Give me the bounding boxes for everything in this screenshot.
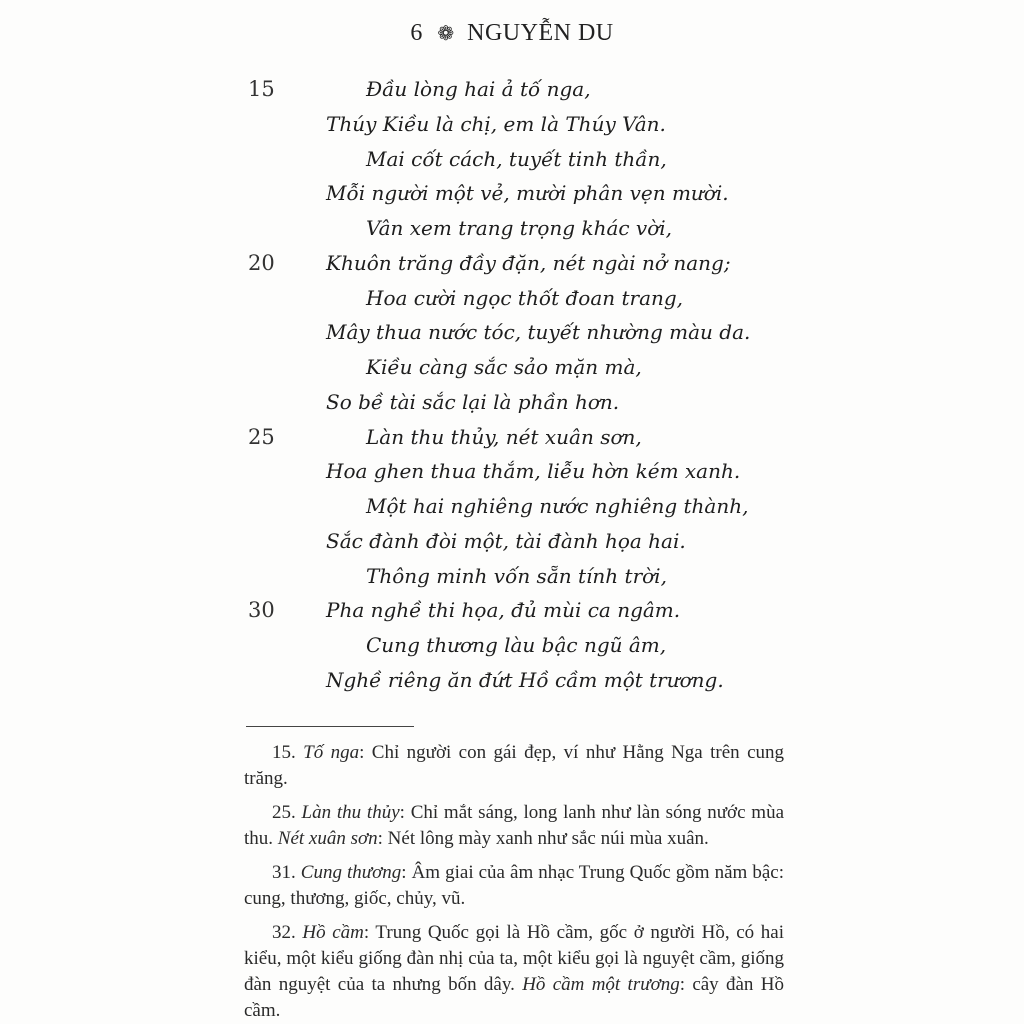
verse-line [0, 315, 1024, 350]
footnote-text: : Nét lông mày xanh như sắc núi mùa xuân. [377, 828, 709, 849]
verse-line [0, 628, 1024, 663]
verse-text: So bề tài sắc lại là phần hơn. [326, 389, 620, 414]
verse-text: Làn thu thủy, nét xuân sơn, [366, 424, 642, 449]
footnote-number: 15. [272, 742, 296, 763]
verse-line [0, 489, 1024, 524]
page-header [0, 20, 1024, 47]
footnote-term: Làn thu thủy [301, 802, 400, 823]
verse-line [0, 72, 1024, 107]
verse-line [0, 281, 1024, 316]
flower-ornament-icon: ❁ [437, 23, 455, 45]
verse-text: Khuôn trăng đầy đặn, nét ngài nở nang; [326, 250, 731, 275]
author-name: NGUYỄN DU [467, 20, 614, 46]
page-number: 6 [410, 20, 423, 46]
verse-text: Kiều càng sắc sảo mặn mà, [366, 355, 642, 379]
verse-text: Cung thương làu bậc ngũ âm, [366, 633, 667, 657]
footnotes [244, 740, 784, 1024]
footnote-text: : Chỉ người con gái đẹp, ví như Hằng Nga trên cung trăng. [244, 742, 785, 789]
verse-line [0, 246, 1024, 281]
verse-line [0, 211, 1024, 246]
verse-text: Pha nghề thi họa, đủ mùi ca ngâm. [326, 598, 681, 623]
footnote [244, 800, 784, 852]
footnote [244, 860, 784, 912]
verse-line [0, 559, 1024, 594]
verse-text: Thông minh vốn sẵn tính trời, [366, 563, 667, 588]
verse-line [0, 524, 1024, 559]
verse-line [0, 385, 1024, 420]
verse-text: Một hai nghiêng nước nghiêng thành, [366, 494, 749, 518]
footnote-term: Nét xuân sơn [277, 828, 378, 849]
footnote-number: 32. [272, 922, 296, 943]
verse-line-number: 20 [248, 250, 275, 275]
footnote-text: : Âm giai của âm nhạc Trung Quốc gồm năm bậc: cung, thương, giốc, chủy, vũ. [244, 862, 784, 909]
footnote-text: : Trung Quốc gọi là Hồ cầm, gốc ở người Hồ, có hai kiểu, một kiểu giống đàn nhị của ta, một kiểu gọi là nguyệt cầm, giống đàn nguyệt của ta nhưng bốn dây. [244, 922, 784, 995]
verse-line-number: 30 [248, 598, 275, 623]
verse-text: Hoa ghen thua thắm, liễu hờn kém xanh. [326, 459, 741, 484]
footnote-term: Tố nga [303, 742, 360, 763]
verse-line-number: 15 [248, 77, 275, 101]
footnote-text: : cây đàn Hồ cầm. [244, 974, 784, 1021]
verse-line [0, 107, 1024, 142]
verse-line [0, 593, 1024, 628]
footnote-divider [246, 726, 414, 727]
footnote-text: : Chỉ mắt sáng, long lanh như làn sóng nước mùa thu. [244, 802, 785, 849]
verse-line [0, 420, 1024, 455]
verse-line [0, 350, 1024, 385]
verse-text: Thúy Kiều là chị, em là Thúy Vân. [326, 111, 666, 136]
verse-text: Mây thua nước tóc, tuyết nhường màu da. [326, 320, 751, 345]
verse-line [0, 142, 1024, 177]
footnote [244, 920, 784, 1024]
footnote [244, 740, 784, 792]
footnote-term: Hồ cầm [302, 922, 364, 943]
verse-text: Mỗi người một vẻ, mười phân vẹn mười. [326, 181, 729, 206]
footnote-term: Cung thương [300, 862, 402, 883]
verse-line [0, 454, 1024, 489]
verse-text: Đầu lòng hai ả tố nga, [366, 77, 591, 101]
footnote-number: 31. [272, 862, 296, 883]
verse-text: Vân xem trang trọng khác vời, [366, 216, 673, 240]
verse-line [0, 176, 1024, 211]
verse-line [0, 663, 1024, 698]
poem-verses [0, 72, 1024, 698]
verse-text: Nghề riêng ăn đứt Hồ cầm một trương. [326, 667, 724, 692]
verse-line-number: 25 [248, 424, 275, 449]
verse-text: Mai cốt cách, tuyết tinh thần, [366, 146, 667, 171]
verse-text: Hoa cười ngọc thốt đoan trang, [366, 285, 684, 310]
footnote-number: 25. [272, 802, 296, 823]
verse-text: Sắc đành đòi một, tài đành họa hai. [326, 528, 686, 553]
footnote-term: Hồ cầm một trương [522, 974, 680, 995]
